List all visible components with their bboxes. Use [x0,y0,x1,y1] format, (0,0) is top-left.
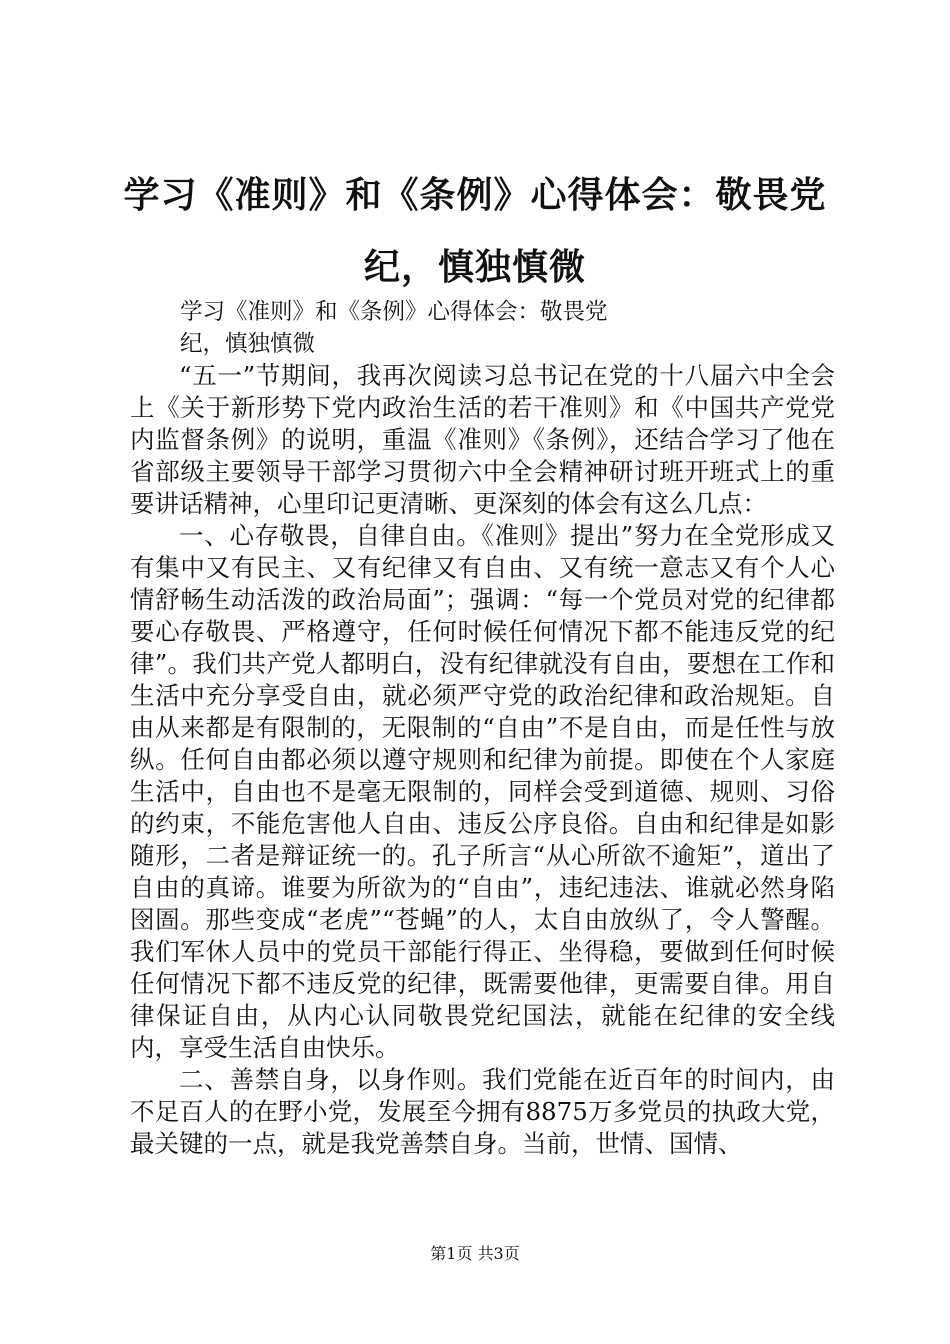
paragraph: 二、善禁自身，以身作则。我们党能在近百年的时间内，由不足百人的在野小党，发展至今拥有8875万多党员的执政大党，最关键的一点，就是我党善禁自身。当前，世情、国情、 [130,1065,835,1158]
document-body [130,360,835,1160]
page-footer: 第1页 共3页 [430,1244,520,1263]
paragraph: “五一”节期间，我再次阅读习总书记在党的十八届六中全会上《关于新形势下党内政治生活的若干准则》和《中国共产党党内监督条例》的说明，重温《准则》《条例》，还结合学习了他在省部级主要领导干部学习贯彻六中全会精神研讨班开班式上的重要讲话精神，心里印记更清晰、更深刻的体会有这么几点： [130,361,835,518]
document-subtitle: 学习《准则》和《条例》心得体会：敬畏党纪，慎独慎微 [180,299,608,357]
document-title: 学习《准则》和《条例》心得体会：敬畏党纪，慎独慎微 [123,175,827,288]
paragraph: 一、心存敬畏，自律自由。《准则》提出”努力在全党形成又有集中又有民主、又有纪律又有自由、又有统一意志又有个人心情舒畅生动活泼的政治局面”；强调：“每一个党员对党的纪律都要心存敬畏、严格遵守，任何时候任何情况下都不能违反党的纪律”。我们共产党人都明白，没有纪律就没有自由，要想在工作和生活中充分享受自由，就必须严守党的政治纪律和政治规矩。自由从来都是有限制的，无限制的“自由”不是自由，而是任性与放纵。任何自由都必须以遵守规则和纪律为前提。即使在个人家庭生活中，自由也不是毫无限制的，同样会受到道德、规则、习俗的约束，不能危害他人自由、违反公序良俗。自由和纪律是如影随形，二者是辩证统一的。孔子所言“从心所欲不逾矩”，道出了自由的真谛。谁要为所欲为的“自由”，违纪违法、谁就必然身陷囹圄。那些变成“老虎”“苍蝇”的人，太自由放纵了，令人警醒。我们军休人员中的党员干部能行得正、坐得稳，要做到任何时候任何情况下都不违反党的纪律，既需要他律，更需要自律。用自律保证自由，从内心认同敬畏党纪国法，就能在纪律的安全线内，享受生活自由快乐。 [130,521,835,1062]
